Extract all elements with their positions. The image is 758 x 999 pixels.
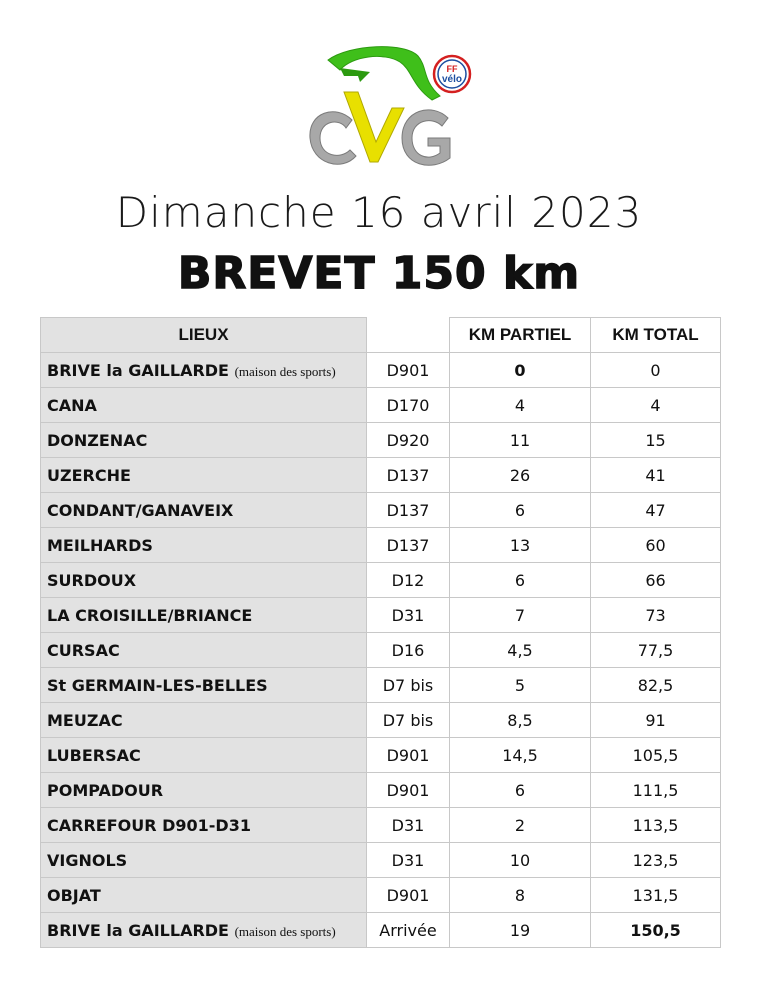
badge-bottom-text: vélo (441, 74, 463, 85)
table-row (41, 353, 721, 388)
table-row (41, 563, 721, 598)
table-row (41, 843, 721, 878)
cell-route: Arrivée (367, 913, 450, 948)
table-row (41, 773, 721, 808)
cell-lieu (41, 773, 367, 808)
cell-lieu (41, 458, 367, 493)
cell-km-partiel: 4 (450, 388, 591, 423)
cell-km-partiel: 2 (450, 808, 591, 843)
cell-lieu (41, 353, 367, 388)
logo-green-stripe (340, 68, 370, 82)
lieu-name: MEUZAC (47, 710, 123, 730)
lieu-name: St GERMAIN-LES-BELLES (47, 675, 268, 695)
header-km-partiel: KM PARTIEL (450, 318, 591, 353)
table-body (41, 353, 721, 948)
cell-km-total: 73 (591, 598, 721, 633)
cell-km-partiel: 6 (450, 773, 591, 808)
cell-km-partiel: 6 (450, 493, 591, 528)
table-row (41, 738, 721, 773)
cell-route: D137 (367, 458, 450, 493)
table-header-row (41, 318, 721, 353)
cell-lieu (41, 703, 367, 738)
cell-km-total: 0 (591, 353, 721, 388)
cell-km-partiel: 7 (450, 598, 591, 633)
logo-g (402, 110, 450, 165)
cell-km-total: 77,5 (591, 633, 721, 668)
cell-route: D16 (367, 633, 450, 668)
cell-km-total: 82,5 (591, 668, 721, 703)
cell-route: D901 (367, 353, 450, 388)
cell-lieu (41, 738, 367, 773)
cell-lieu (41, 808, 367, 843)
cell-km-partiel: 4,5 (450, 633, 591, 668)
cell-km-total: 131,5 (591, 878, 721, 913)
cell-route: D901 (367, 738, 450, 773)
table-row (41, 878, 721, 913)
cell-km-partiel: 0 (450, 353, 591, 388)
cell-km-total: 15 (591, 423, 721, 458)
cell-km-total: 47 (591, 493, 721, 528)
cell-km-partiel: 8 (450, 878, 591, 913)
cell-route: D31 (367, 843, 450, 878)
cell-lieu (41, 563, 367, 598)
event-title: BREVET 150 km (177, 248, 581, 299)
cell-lieu (41, 388, 367, 423)
cell-km-total: 111,5 (591, 773, 721, 808)
table-row (41, 388, 721, 423)
cell-lieu (41, 528, 367, 563)
cell-route: D31 (367, 808, 450, 843)
cell-km-total: 4 (591, 388, 721, 423)
route-table (40, 317, 721, 948)
table-row (41, 633, 721, 668)
table-row (41, 598, 721, 633)
table-row (41, 458, 721, 493)
cell-km-partiel: 5 (450, 668, 591, 703)
badge-top-text: FF (446, 64, 458, 74)
cell-route: D7 bis (367, 703, 450, 738)
cvg-logo (300, 38, 480, 178)
cell-lieu (41, 668, 367, 703)
cell-route: D137 (367, 493, 450, 528)
lieu-name: CANA (47, 395, 97, 415)
cell-km-total: 105,5 (591, 738, 721, 773)
cell-km-partiel: 19 (450, 913, 591, 948)
cell-km-partiel: 26 (450, 458, 591, 493)
lieu-name: BRIVE la GAILLARDE (47, 360, 229, 380)
cell-km-partiel: 14,5 (450, 738, 591, 773)
cell-lieu (41, 598, 367, 633)
lieu-note: (maison des sports) (234, 363, 336, 379)
ffvelo-badge (434, 56, 470, 92)
cell-km-partiel: 13 (450, 528, 591, 563)
lieu-name: MEILHARDS (47, 535, 153, 555)
cell-km-total: 41 (591, 458, 721, 493)
header-route (367, 318, 450, 353)
cell-km-total: 123,5 (591, 843, 721, 878)
cell-km-total: 91 (591, 703, 721, 738)
cell-lieu (41, 878, 367, 913)
cell-lieu (41, 493, 367, 528)
lieu-name: BRIVE la GAILLARDE (47, 920, 229, 940)
cell-km-total: 66 (591, 563, 721, 598)
cell-km-total: 150,5 (591, 913, 721, 948)
table-row (41, 423, 721, 458)
cell-route: D31 (367, 598, 450, 633)
cell-lieu (41, 633, 367, 668)
table-row (41, 808, 721, 843)
logo-v (344, 92, 404, 162)
cell-route: D137 (367, 528, 450, 563)
lieu-note: (maison des sports) (234, 923, 336, 939)
header-km-total: KM TOTAL (591, 318, 721, 353)
lieu-name: CURSAC (47, 640, 120, 660)
table-row (41, 913, 721, 948)
table-row (41, 528, 721, 563)
cell-lieu (41, 423, 367, 458)
cell-km-total: 113,5 (591, 808, 721, 843)
lieu-name: LA CROISILLE/BRIANCE (47, 605, 253, 625)
cell-km-partiel: 6 (450, 563, 591, 598)
cell-route: D170 (367, 388, 450, 423)
lieu-name: POMPADOUR (47, 780, 164, 800)
cell-lieu (41, 843, 367, 878)
lieu-name: UZERCHE (47, 465, 131, 485)
lieu-name: LUBERSAC (47, 745, 141, 765)
table-row (41, 668, 721, 703)
lieu-name: VIGNOLS (47, 850, 128, 870)
lieu-name: CONDANT/GANAVEIX (47, 500, 234, 520)
cell-km-partiel: 11 (450, 423, 591, 458)
cell-lieu (41, 913, 367, 948)
cell-km-total: 60 (591, 528, 721, 563)
table-row (41, 703, 721, 738)
logo-c (310, 112, 356, 164)
table-row (41, 493, 721, 528)
cell-route: D901 (367, 773, 450, 808)
lieu-name: DONZENAC (47, 430, 148, 450)
lieu-name: CARREFOUR D901-D31 (47, 815, 251, 835)
cell-route: D7 bis (367, 668, 450, 703)
cell-km-partiel: 8,5 (450, 703, 591, 738)
lieu-name: SURDOUX (47, 570, 137, 590)
cell-route: D901 (367, 878, 450, 913)
event-date: Dimanche 16 avril 2023 (115, 188, 643, 237)
lieu-name: OBJAT (47, 885, 101, 905)
cell-route: D12 (367, 563, 450, 598)
cell-km-partiel: 10 (450, 843, 591, 878)
cell-route: D920 (367, 423, 450, 458)
header-lieux: LIEUX (41, 318, 367, 353)
